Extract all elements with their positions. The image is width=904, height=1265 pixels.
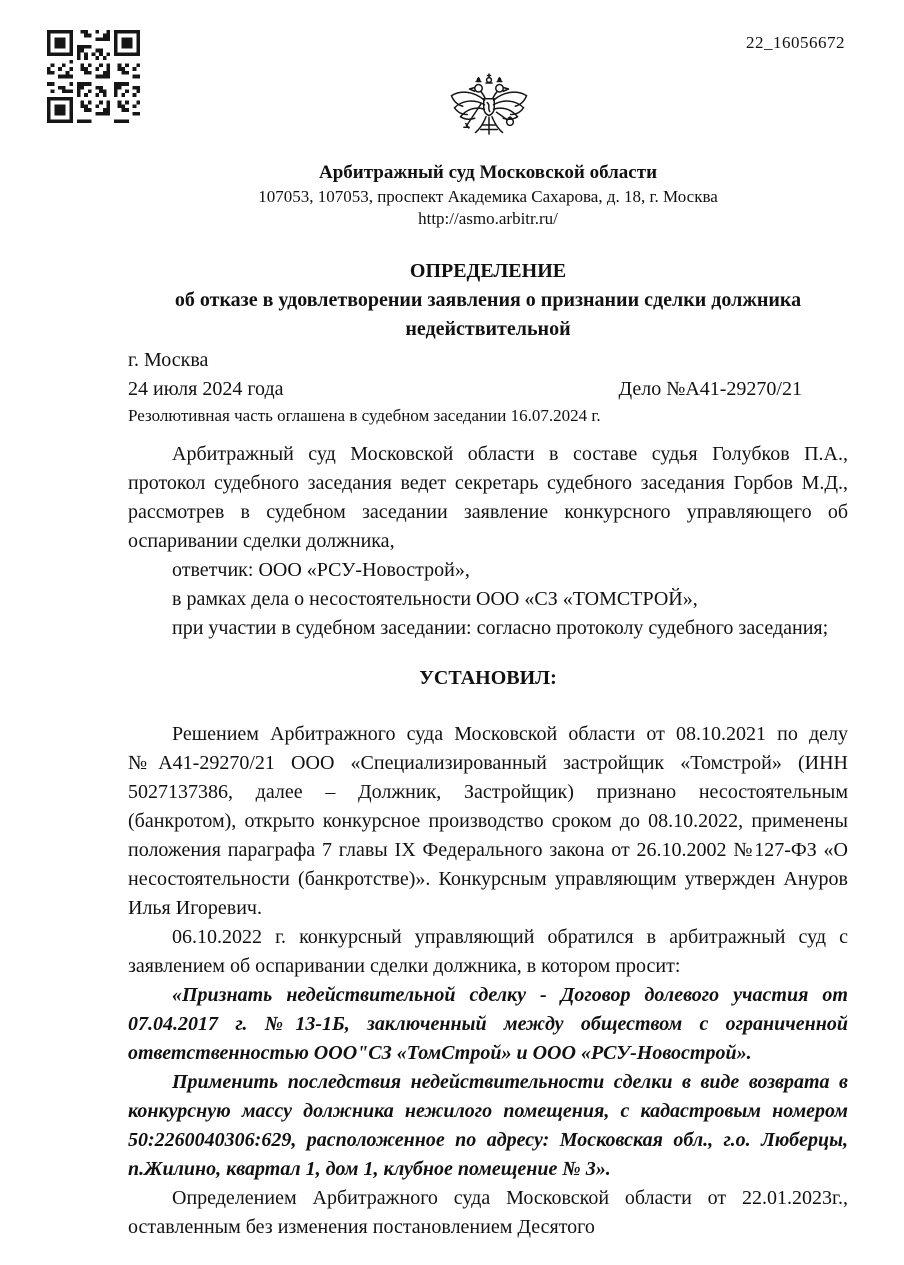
body-paragraphs — [128, 720, 848, 1242]
court-header — [128, 160, 848, 230]
paragraph: Решением Арбитражного суда Московской области от 08.10.2021 по делу №А41-29270/21 ООО «Специализированный застройщик «Томстрой» (ИНН 5027137386, далее – Должник, Застройщик) признано несостоятельным (банкротом), открыто конкурсное производство сроком до 08.10.2022, применены положения параграфа 7 главы IX Федерального закона от 26.10.2002 №127-ФЗ «О несостоятельности (банкротстве)». Конкурсным управляющим утвержден Ануров Илья Игоревич. — [128, 723, 848, 919]
paragraph: Применить последствия недействительности сделки в виде возврата в конкурсную массу должника нежилого помещения, с кадастровым номером 50:2260040306:629, расположенное по адресу: Московская обл., г.о. Люберцы, п.Жилино, квартал 1, дом 1, клубное помещение № 3». — [128, 1071, 848, 1180]
document-top-section — [0, 0, 904, 160]
city-label: г. Москва — [128, 349, 209, 371]
paragraph: Определением Арбитражного суда Московской области от 22.01.2023г., оставленным без изменения постановлением Десятого — [128, 1187, 848, 1238]
document-title: ОПРЕДЕЛЕНИЕ — [409, 260, 567, 282]
paragraph: 06.10.2022 г. конкурсный управляющий обратился в арбитражный суд с заявлением об оспаривании сделки должника, в котором просит: — [128, 926, 848, 977]
document-date: 24 июля 2024 года — [128, 378, 284, 400]
document-number: 22_16056672 — [746, 33, 845, 52]
court-url: http://asmo.arbitr.ru/ — [418, 209, 558, 228]
paragraph: ответчик: ООО «РСУ-Новострой», — [172, 559, 470, 581]
paragraph: «Признать недействительной сделку - Договор долевого участия от 07.04.2017 г. №13-1Б, заключенный между обществом с ограниченной ответственностью ООО"СЗ «ТомСтрой» и ООО «РСУ-Новострой». — [128, 984, 848, 1064]
document-content — [0, 160, 904, 1242]
date-case-row — [128, 375, 848, 404]
coat-of-arms-icon — [444, 68, 534, 158]
document-subtitle: об отказе в удовлетворении заявления о признании сделки должника недействительной — [174, 289, 802, 340]
meta-block — [128, 346, 848, 428]
paragraph: Арбитражный суд Московской области в составе судья Голубков П.А., протокол судебного заседания ведет секретарь судебного заседания Горбов М.Д., рассмотрев в судебном заседании заявление конкурсного управляющего об оспаривании сделки должника, — [128, 443, 848, 552]
qr-code-icon — [47, 30, 140, 123]
paragraph: при участии в судебном заседании: согласно протоколу судебного заседания; — [172, 617, 829, 639]
court-name: Арбитражный суд Московской области — [318, 162, 658, 183]
paragraph: в рамках дела о несостоятельности ООО «СЗ «ТОМСТРОЙ», — [172, 588, 698, 610]
resolution-note: Резолютивная часть оглашена в судебном заседании 16.07.2024 г. — [128, 406, 601, 425]
title-block — [128, 257, 848, 344]
intro-paragraphs — [128, 440, 848, 643]
court-address: 107053, 107053, проспект Академика Сахарова, д. 18, г. Москва — [258, 187, 718, 206]
established-heading: УСТАНОВИЛ: — [419, 667, 557, 689]
case-number: Дело №А41-29270/21 — [618, 378, 802, 400]
